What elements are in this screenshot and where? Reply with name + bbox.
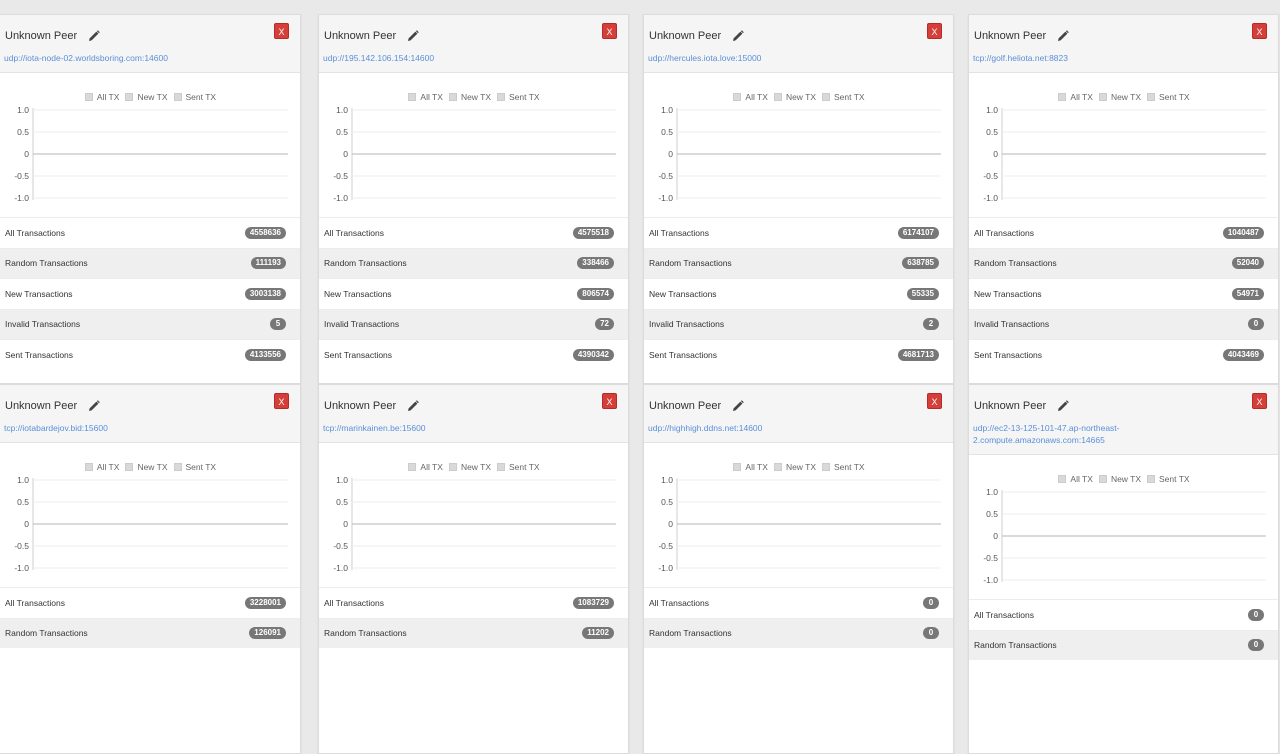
legend-checkbox[interactable] bbox=[449, 463, 457, 471]
legend-label: Sent TX bbox=[185, 462, 217, 472]
legend-item[interactable] bbox=[85, 462, 120, 472]
peer-title-text: Unknown Peer bbox=[974, 30, 1047, 42]
legend-item[interactable] bbox=[1099, 92, 1141, 102]
y-tick-label: 1.0 bbox=[986, 487, 998, 497]
legend-checkbox[interactable] bbox=[1147, 475, 1155, 483]
legend-item[interactable] bbox=[174, 92, 217, 102]
stat-label: New Transactions bbox=[974, 288, 1042, 299]
stat-label: Sent Transactions bbox=[649, 349, 718, 360]
legend-item[interactable] bbox=[774, 462, 816, 472]
stat-all-transactions bbox=[644, 217, 953, 248]
stat-label: Random Transactions bbox=[649, 258, 732, 269]
peer-stats-list bbox=[319, 587, 628, 648]
y-tick-label: 1.0 bbox=[986, 105, 998, 115]
peer-card bbox=[0, 384, 301, 754]
stat-label: Random Transactions bbox=[974, 258, 1057, 269]
peer-card-header bbox=[319, 385, 628, 443]
y-tick-label: -0.5 bbox=[983, 553, 998, 563]
traffic-chart bbox=[969, 487, 1278, 597]
y-tick-label: -1.0 bbox=[983, 575, 998, 585]
legend-checkbox[interactable] bbox=[125, 463, 133, 471]
remove-peer-button[interactable]: X bbox=[274, 393, 289, 409]
peer-stats-list bbox=[644, 217, 953, 370]
legend-checkbox[interactable] bbox=[497, 93, 505, 101]
stat-random-transactions bbox=[644, 618, 953, 649]
legend-checkbox[interactable] bbox=[449, 93, 457, 101]
legend-item[interactable] bbox=[125, 462, 167, 472]
stat-label: Random Transactions bbox=[324, 258, 407, 269]
remove-peer-button[interactable]: X bbox=[1252, 393, 1267, 409]
legend-checkbox[interactable] bbox=[174, 93, 182, 101]
y-tick-label: 0 bbox=[24, 519, 29, 529]
legend-checkbox[interactable] bbox=[125, 93, 133, 101]
peer-address-link[interactable]: udp://ec2-13-125-101-47.ap-northeast-2.compute.amazonaws.com:14665 bbox=[973, 423, 1120, 445]
y-tick-label: -0.5 bbox=[983, 171, 998, 181]
peer-card bbox=[0, 14, 301, 384]
y-tick-label: -1.0 bbox=[658, 193, 673, 203]
y-tick-label: -0.5 bbox=[333, 541, 348, 551]
pencil-icon[interactable] bbox=[732, 30, 744, 42]
legend-item[interactable] bbox=[733, 92, 768, 102]
legend-item[interactable] bbox=[1058, 92, 1093, 102]
stat-all-transactions bbox=[319, 217, 628, 248]
legend-label: New TX bbox=[460, 92, 492, 102]
y-tick-label: -0.5 bbox=[658, 171, 673, 181]
y-tick-label: 1.0 bbox=[336, 475, 348, 485]
legend-checkbox[interactable] bbox=[774, 463, 782, 471]
stat-sent-transactions bbox=[644, 339, 953, 370]
remove-peer-button[interactable]: X bbox=[927, 393, 942, 409]
stat-random-transactions bbox=[0, 248, 300, 279]
legend-label: Sent TX bbox=[834, 92, 865, 102]
y-tick-label: 0 bbox=[668, 519, 673, 529]
legend-label: Sent TX bbox=[185, 92, 217, 102]
legend-item[interactable] bbox=[497, 92, 540, 102]
legend-checkbox[interactable] bbox=[174, 463, 182, 471]
stat-random-transactions bbox=[969, 248, 1278, 279]
y-tick-label: 0.5 bbox=[336, 497, 348, 507]
legend-checkbox[interactable] bbox=[733, 93, 741, 101]
stat-all-transactions bbox=[644, 587, 953, 618]
legend-item[interactable] bbox=[497, 462, 540, 472]
y-tick-label: -1.0 bbox=[14, 563, 29, 573]
stat-label: All Transactions bbox=[324, 227, 384, 238]
peer-card-header bbox=[969, 15, 1278, 73]
stat-label: All Transactions bbox=[974, 227, 1034, 238]
stat-new-transactions bbox=[969, 278, 1278, 309]
peer-title-text: Unknown Peer bbox=[974, 400, 1047, 412]
peer-title-text: Unknown Peer bbox=[5, 400, 78, 412]
peer-title bbox=[5, 400, 100, 412]
legend-checkbox[interactable] bbox=[85, 463, 93, 471]
stat-count-badge: 3003138 bbox=[245, 288, 286, 300]
stat-random-transactions bbox=[319, 618, 628, 649]
remove-peer-button[interactable]: X bbox=[927, 23, 942, 39]
legend-item[interactable] bbox=[774, 92, 816, 102]
legend-item[interactable] bbox=[1147, 92, 1190, 102]
legend-checkbox[interactable] bbox=[1099, 93, 1107, 101]
peer-title bbox=[324, 400, 419, 412]
stat-invalid-transactions bbox=[644, 309, 953, 340]
y-tick-label: 0 bbox=[343, 519, 348, 529]
stat-random-transactions bbox=[319, 248, 628, 279]
stat-count-badge: 5 bbox=[270, 318, 286, 330]
legend-checkbox[interactable] bbox=[1058, 475, 1066, 483]
legend-label: All TX bbox=[420, 92, 443, 102]
chart-legend bbox=[0, 462, 300, 472]
legend-checkbox[interactable] bbox=[408, 463, 416, 471]
y-tick-label: 1.0 bbox=[336, 105, 348, 115]
y-tick-label: 0 bbox=[668, 149, 673, 159]
legend-checkbox[interactable] bbox=[1058, 93, 1066, 101]
peer-card-header bbox=[0, 385, 300, 443]
legend-label: Sent TX bbox=[509, 92, 540, 102]
chart-svg bbox=[644, 475, 954, 585]
legend-checkbox[interactable] bbox=[822, 463, 830, 471]
pencil-icon[interactable] bbox=[88, 400, 100, 412]
stat-new-transactions bbox=[644, 278, 953, 309]
stat-label: New Transactions bbox=[649, 288, 717, 299]
stat-all-transactions bbox=[0, 217, 300, 248]
y-tick-label: 0.5 bbox=[986, 509, 998, 519]
peer-address-link[interactable]: tcp://golf.heliota.net:8823 bbox=[973, 53, 1068, 63]
stat-label: New Transactions bbox=[5, 288, 73, 299]
stat-count-badge: 0 bbox=[1248, 639, 1264, 651]
stat-label: All Transactions bbox=[5, 597, 65, 608]
y-tick-label: 0 bbox=[343, 149, 348, 159]
y-tick-label: 0 bbox=[993, 149, 998, 159]
y-tick-label: 0.5 bbox=[336, 127, 348, 137]
stat-count-badge: 3228001 bbox=[245, 597, 286, 609]
chart-legend bbox=[319, 462, 628, 472]
stat-count-badge: 4558636 bbox=[245, 227, 286, 239]
peer-title bbox=[5, 30, 100, 42]
stat-label: New Transactions bbox=[324, 288, 392, 299]
peer-stats-list bbox=[644, 587, 953, 648]
legend-label: All TX bbox=[1070, 474, 1093, 484]
legend-checkbox[interactable] bbox=[733, 463, 741, 471]
stat-count-badge: 0 bbox=[1248, 609, 1264, 621]
pencil-icon[interactable] bbox=[732, 400, 744, 412]
stat-sent-transactions bbox=[319, 339, 628, 370]
traffic-chart bbox=[644, 105, 953, 215]
chart-svg bbox=[0, 105, 301, 215]
traffic-chart bbox=[0, 105, 300, 215]
remove-peer-button[interactable]: X bbox=[1252, 23, 1267, 39]
stat-random-transactions bbox=[969, 630, 1278, 661]
stat-count-badge: 72 bbox=[595, 318, 614, 330]
y-tick-label: 0.5 bbox=[661, 127, 673, 137]
pencil-icon[interactable] bbox=[407, 400, 419, 412]
legend-checkbox[interactable] bbox=[497, 463, 505, 471]
legend-label: New TX bbox=[137, 462, 168, 472]
peer-card bbox=[968, 384, 1279, 754]
pencil-icon[interactable] bbox=[407, 30, 419, 42]
legend-checkbox[interactable] bbox=[1147, 93, 1155, 101]
stat-sent-transactions bbox=[0, 339, 300, 370]
stat-count-badge: 2 bbox=[923, 318, 939, 330]
legend-label: New TX bbox=[460, 462, 492, 472]
legend-label: New TX bbox=[785, 92, 817, 102]
remove-peer-button[interactable]: X bbox=[602, 393, 617, 409]
legend-label: New TX bbox=[1110, 92, 1142, 102]
y-tick-label: -0.5 bbox=[14, 541, 29, 551]
stat-count-badge: 0 bbox=[1248, 318, 1264, 330]
stat-label: Random Transactions bbox=[5, 628, 88, 639]
legend-label: New TX bbox=[785, 462, 817, 472]
stat-label: Random Transactions bbox=[649, 628, 732, 639]
stat-count-badge: 4681713 bbox=[898, 349, 939, 361]
peer-address-link[interactable]: udp://195.142.106.154:14600 bbox=[323, 53, 435, 63]
peer-stats-list bbox=[319, 217, 628, 370]
legend-item[interactable] bbox=[1099, 474, 1141, 484]
stat-count-badge: 4133556 bbox=[245, 349, 286, 361]
traffic-chart bbox=[319, 105, 628, 215]
stat-all-transactions bbox=[969, 217, 1278, 248]
peer-stats-list bbox=[969, 599, 1278, 660]
y-tick-label: -1.0 bbox=[658, 563, 673, 573]
chart-svg bbox=[969, 487, 1279, 597]
y-tick-label: 0 bbox=[24, 149, 29, 159]
stat-all-transactions bbox=[969, 599, 1278, 630]
y-tick-label: 0 bbox=[993, 531, 998, 541]
traffic-chart bbox=[0, 475, 300, 585]
legend-checkbox[interactable] bbox=[774, 93, 782, 101]
stat-label: Invalid Transactions bbox=[649, 319, 725, 330]
peer-address-link[interactable]: tcp://marinkainen.be:15600 bbox=[323, 423, 426, 433]
peer-title-text: Unknown Peer bbox=[5, 30, 78, 42]
chart-svg bbox=[319, 475, 629, 585]
legend-item[interactable] bbox=[1147, 474, 1190, 484]
stat-count-badge: 1040487 bbox=[1223, 227, 1264, 239]
y-tick-label: -0.5 bbox=[333, 171, 348, 181]
stat-label: All Transactions bbox=[324, 597, 384, 608]
stat-count-badge: 338466 bbox=[577, 257, 614, 269]
legend-item[interactable] bbox=[408, 462, 443, 472]
legend-label: Sent TX bbox=[1159, 92, 1190, 102]
pencil-icon[interactable] bbox=[1057, 400, 1069, 412]
stat-count-badge: 806574 bbox=[577, 288, 614, 300]
peer-card bbox=[318, 14, 629, 384]
y-tick-label: 1.0 bbox=[661, 475, 673, 485]
pencil-icon[interactable] bbox=[1057, 30, 1069, 42]
stat-label: All Transactions bbox=[5, 227, 65, 238]
y-tick-label: -1.0 bbox=[983, 193, 998, 203]
legend-checkbox[interactable] bbox=[408, 93, 416, 101]
legend-label: New TX bbox=[1110, 474, 1142, 484]
stat-label: All Transactions bbox=[649, 597, 709, 608]
traffic-chart bbox=[644, 475, 953, 585]
stat-count-badge: 11202 bbox=[582, 627, 614, 639]
legend-checkbox[interactable] bbox=[85, 93, 93, 101]
stat-count-badge: 54971 bbox=[1232, 288, 1264, 300]
stat-label: Invalid Transactions bbox=[324, 319, 400, 330]
stat-new-transactions bbox=[0, 278, 300, 309]
y-tick-label: -1.0 bbox=[14, 193, 29, 203]
chart-legend bbox=[644, 92, 953, 102]
peer-card bbox=[318, 384, 629, 754]
y-tick-label: 0.5 bbox=[661, 497, 673, 507]
legend-label: New TX bbox=[137, 92, 168, 102]
peer-title bbox=[974, 30, 1069, 42]
stat-label: Random Transactions bbox=[324, 628, 407, 639]
stat-invalid-transactions bbox=[0, 309, 300, 340]
legend-label: All TX bbox=[96, 462, 120, 472]
y-tick-label: -0.5 bbox=[14, 171, 29, 181]
stat-count-badge: 1083729 bbox=[573, 597, 614, 609]
legend-item[interactable] bbox=[1058, 474, 1093, 484]
y-tick-label: 1.0 bbox=[661, 105, 673, 115]
peer-card-header bbox=[319, 15, 628, 73]
peer-stats-list bbox=[969, 217, 1278, 370]
y-tick-label: 0.5 bbox=[986, 127, 998, 137]
stat-label: All Transactions bbox=[974, 609, 1034, 620]
legend-checkbox[interactable] bbox=[822, 93, 830, 101]
stat-count-badge: 52040 bbox=[1232, 257, 1264, 269]
legend-label: All TX bbox=[745, 92, 768, 102]
y-tick-label: 0.5 bbox=[17, 127, 29, 137]
peer-title bbox=[974, 400, 1069, 412]
legend-item[interactable] bbox=[733, 462, 768, 472]
stat-random-transactions bbox=[644, 248, 953, 279]
stat-count-badge: 6174107 bbox=[898, 227, 939, 239]
peer-stats-list bbox=[0, 217, 300, 370]
stat-count-badge: 0 bbox=[923, 627, 939, 639]
peer-card-header bbox=[644, 15, 953, 73]
peer-address-link[interactable]: udp://hercules.iota.love:15000 bbox=[648, 53, 762, 63]
stat-count-badge: 111193 bbox=[251, 257, 286, 269]
legend-label: All TX bbox=[96, 92, 120, 102]
legend-checkbox[interactable] bbox=[1099, 475, 1107, 483]
legend-item[interactable] bbox=[449, 462, 491, 472]
chart-legend bbox=[319, 92, 628, 102]
y-tick-label: -1.0 bbox=[333, 193, 348, 203]
legend-label: Sent TX bbox=[834, 462, 865, 472]
peer-title bbox=[649, 30, 744, 42]
legend-item[interactable] bbox=[125, 92, 167, 102]
stat-count-badge: 638785 bbox=[902, 257, 939, 269]
stat-count-badge: 4575518 bbox=[573, 227, 614, 239]
chart-svg bbox=[644, 105, 954, 215]
stat-all-transactions bbox=[319, 587, 628, 618]
legend-item[interactable] bbox=[85, 92, 120, 102]
traffic-chart bbox=[319, 475, 628, 585]
legend-label: All TX bbox=[420, 462, 443, 472]
legend-label: All TX bbox=[745, 462, 768, 472]
peer-title-text: Unknown Peer bbox=[324, 30, 397, 42]
peer-address-link[interactable]: udp://iota-node-02.worldsboring.com:14600 bbox=[4, 53, 168, 63]
stat-label: Random Transactions bbox=[5, 258, 88, 269]
chart-svg bbox=[319, 105, 629, 215]
legend-label: All TX bbox=[1070, 92, 1093, 102]
chart-svg bbox=[0, 475, 301, 585]
pencil-icon[interactable] bbox=[88, 30, 100, 42]
peer-title bbox=[649, 400, 744, 412]
stat-label: Invalid Transactions bbox=[5, 319, 81, 330]
chart-legend bbox=[969, 474, 1278, 484]
y-tick-label: 1.0 bbox=[17, 475, 29, 485]
stat-all-transactions bbox=[0, 587, 300, 618]
stat-label: All Transactions bbox=[649, 227, 709, 238]
chart-svg bbox=[969, 105, 1279, 215]
peer-title-text: Unknown Peer bbox=[649, 400, 722, 412]
stat-count-badge: 126091 bbox=[249, 627, 286, 639]
peer-address-link[interactable]: tcp://iotabardejov.bid:15600 bbox=[4, 423, 108, 433]
stat-sent-transactions bbox=[969, 339, 1278, 370]
legend-label: Sent TX bbox=[509, 462, 540, 472]
legend-item[interactable] bbox=[822, 462, 865, 472]
stat-label: Sent Transactions bbox=[974, 349, 1043, 360]
remove-peer-button[interactable]: X bbox=[602, 23, 617, 39]
chart-legend bbox=[0, 92, 300, 102]
peer-card-header bbox=[969, 385, 1278, 455]
stat-count-badge: 55335 bbox=[907, 288, 939, 300]
legend-item[interactable] bbox=[408, 92, 443, 102]
peer-stats-list bbox=[0, 587, 300, 648]
peer-card-header bbox=[644, 385, 953, 443]
stat-new-transactions bbox=[319, 278, 628, 309]
stat-invalid-transactions bbox=[319, 309, 628, 340]
remove-peer-button[interactable]: X bbox=[274, 23, 289, 39]
peer-card bbox=[643, 14, 954, 384]
stat-invalid-transactions bbox=[969, 309, 1278, 340]
peer-title bbox=[324, 30, 419, 42]
stat-label: Sent Transactions bbox=[5, 349, 74, 360]
peer-card bbox=[968, 14, 1279, 384]
peer-title-text: Unknown Peer bbox=[324, 400, 397, 412]
stat-label: Random Transactions bbox=[974, 640, 1057, 651]
legend-item[interactable] bbox=[174, 462, 217, 472]
y-tick-label: 1.0 bbox=[17, 105, 29, 115]
y-tick-label: -0.5 bbox=[658, 541, 673, 551]
stat-label: Sent Transactions bbox=[324, 349, 393, 360]
stat-label: Invalid Transactions bbox=[974, 319, 1050, 330]
chart-legend bbox=[644, 462, 953, 472]
chart-legend bbox=[969, 92, 1278, 102]
peer-address-link[interactable]: udp://highhigh.ddns.net:14600 bbox=[648, 423, 763, 433]
stat-random-transactions bbox=[0, 618, 300, 649]
peer-title-text: Unknown Peer bbox=[649, 30, 722, 42]
peer-card-header bbox=[0, 15, 300, 73]
legend-label: Sent TX bbox=[1159, 474, 1190, 484]
y-tick-label: 0.5 bbox=[17, 497, 29, 507]
legend-item[interactable] bbox=[822, 92, 865, 102]
stat-count-badge: 4043469 bbox=[1223, 349, 1264, 361]
stat-count-badge: 4390342 bbox=[573, 349, 614, 361]
peer-card bbox=[643, 384, 954, 754]
y-tick-label: -1.0 bbox=[333, 563, 348, 573]
stat-count-badge: 0 bbox=[923, 597, 939, 609]
legend-item[interactable] bbox=[449, 92, 491, 102]
traffic-chart bbox=[969, 105, 1278, 215]
